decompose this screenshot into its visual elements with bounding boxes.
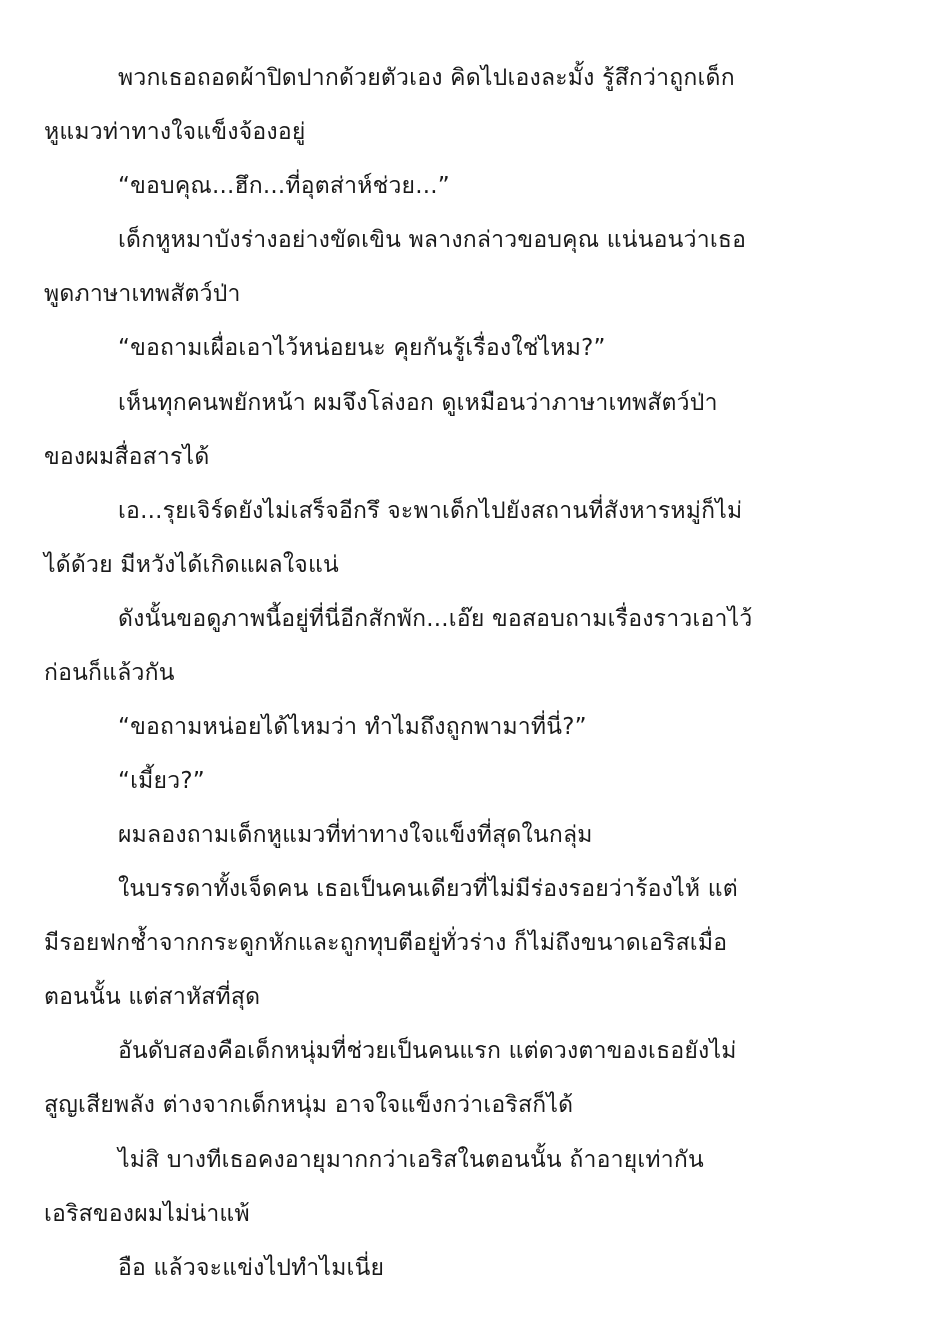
text-line: เอริสของผมไม่น่าแพ้ [44,1201,250,1227]
text-line: พวกเธอถอดผ้าปิดปากด้วยตัวเอง คิดไปเองละมั้ง รู้สึกว่าถูกเด็ก [118,65,735,91]
text-line: ไม่สิ บางทีเธอคงอายุมากกว่าเอริสในตอนนั้น ถ้าอายุเท่ากัน [118,1147,704,1173]
text-line: เห็นทุกคนพยักหน้า ผมจึงโล่งอก ดูเหมือนว่าภาษาเทพสัตว์ป่า [118,390,718,416]
text-line: มีรอยฟกช้ำจากกระดูกหักและถูกทุบตีอยู่ทั่วร่าง ก็ไม่ถึงขนาดเอริสเมื่อ [44,930,728,956]
text-line: “ขอถามหน่อยได้ไหมว่า ทำไมถึงถูกพามาที่นี่?” [118,714,587,740]
text-line: หูแมวท่าทางใจแข็งจ้องอยู่ [44,119,306,145]
text-line: เอ...รุยเจิร์ดยังไม่เสร็จอีกรึ จะพาเด็กไปยังสถานที่สังหารหมู่ก็ไม่ [118,498,743,524]
text-line: สูญเสียพลัง ต่างจากเด็กหนุ่ม อาจใจแข็งกว่าเอริสก็ได้ [44,1092,574,1118]
text-line: ในบรรดาทั้งเจ็ดคน เธอเป็นคนเดียวที่ไม่มีร่องรอยว่าร้องไห้ แต่ [118,876,738,902]
text-line: ได้ด้วย มีหวังได้เกิดแผลใจแน่ [44,552,339,578]
text-line: อือ แล้วจะแข่งไปทำไมเนี่ย [118,1255,385,1281]
text-line: ตอนนั้น แต่สาหัสที่สุด [44,984,261,1010]
text-line: “ขอบคุณ...ฮึก...ที่อุตส่าห์ช่วย...” [118,173,450,199]
text-line: “เมี้ยว?” [118,768,205,794]
text-line: “ขอถามเผื่อเอาไว้หน่อยนะ คุยกันรู้เรื่องใช่ไหม?” [118,335,606,361]
text-line: อันดับสองคือเด็กหนุ่มที่ช่วยเป็นคนแรก แต่ดวงตาของเธอยังไม่ [118,1038,737,1064]
text-line: เด็กหูหมาบังร่างอย่างขัดเขิน พลางกล่าวขอบคุณ แน่นอนว่าเธอ [118,227,747,253]
text-line: พูดภาษาเทพสัตว์ป่า [44,281,241,307]
text-line: ดังนั้นขอดูภาพนี้อยู่ที่นี่อีกสักพัก...เอ๊ย ขอสอบถามเรื่องราวเอาไว้ [118,606,753,632]
text-line: ผมลองถามเด็กหูแมวที่ท่าทางใจแข็งที่สุดในกลุ่ม [118,822,593,848]
text-line: ก่อนก็แล้วกัน [44,660,175,686]
text-line: ของผมสื่อสารได้ [44,444,210,470]
